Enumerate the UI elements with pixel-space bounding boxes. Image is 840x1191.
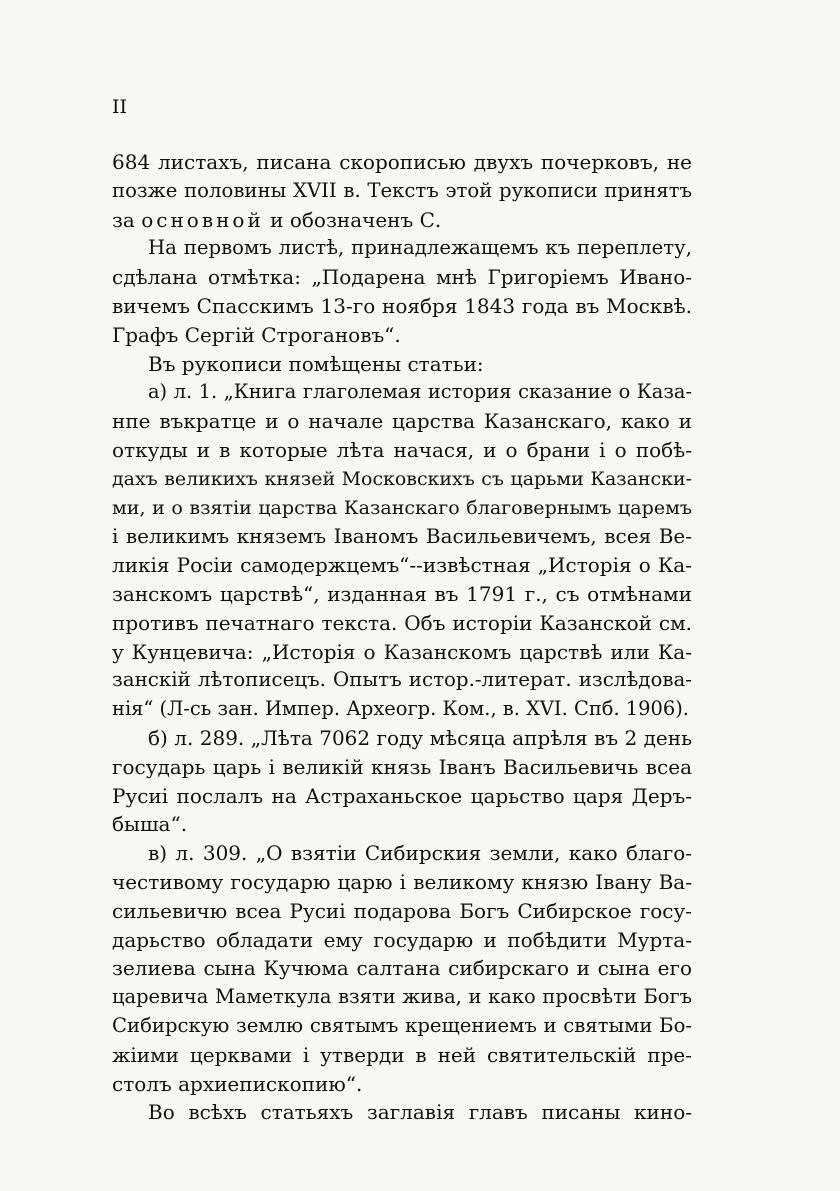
text-line: Сибирскую землю святымъ крещениемъ и святыми Бо- [112, 1013, 692, 1037]
text-line: честивому государю царю і великому князю Івану Ва- [112, 869, 692, 894]
text-line: занскомъ царствѣ“, изданная въ 1791 г., съ отмѣнами [112, 581, 692, 606]
text-span: за [112, 207, 142, 232]
text-line: царевича Маметкула взяти жива, и како просвѣти Богъ [112, 985, 692, 1009]
text-line: в) л. 309. „О взятіи Сибирския земли, како благо- [148, 841, 692, 866]
text-line: противъ печатнаго текста. Объ исторіи Казанской см. [112, 610, 692, 635]
text-line: нія“ (Л-сь зан. Импер. Археогр. Ком., в. XVI. Спб. 1906). [112, 697, 689, 721]
text-line: позже половины XVII в. Текстъ этой рукописи принятъ [112, 178, 692, 202]
text-line: дарьство обладати ему государю и побѣдити Мурта- [112, 927, 692, 952]
text-line: занскій лѣтописецъ. Опытъ истор.-литерат. изслѣдова- [112, 668, 692, 692]
text-line: Въ рукописи помѣщены статьи: [148, 351, 484, 376]
text-line: б) л. 289. „Лѣта 7062 году мѣсяца апрѣля въ 2 день [148, 725, 692, 750]
text-line: быша“. [112, 812, 188, 837]
text-line: зелиева сына Кучюма салтана сибирскаго и сына его [112, 956, 692, 981]
emphasized-word: основной [141, 207, 264, 232]
text-line: государь царь і великій князь Іванъ Васильевичь всеа [112, 754, 692, 779]
text-line: дахъ великихъ князей Московскихъ съ царьми Казански- [112, 467, 692, 490]
text-line: вичемъ Спасскимъ 13-го ноября 1843 года въ Москвѣ. [112, 293, 692, 318]
text-line: ликія Росіи самодержцемъ“--извѣстная „Исторія о Ка- [112, 553, 692, 578]
text-span: и обозначенъ С. [263, 207, 442, 232]
text-line: откуды и в которые лѣта начася, и о брани і о побѣ- [112, 437, 692, 462]
text-line: Графъ Сергій Строгановъ“. [112, 322, 401, 347]
page-number: II [112, 96, 128, 118]
text-line: нпе въкратце и о начале царства Казанскаго, како и [112, 409, 692, 434]
text-line: жіими церквами і утверди в ней святительскій пре- [112, 1042, 692, 1067]
body-text [112, 148, 692, 1127]
text-line: 684 листахъ, писана скорописью двухъ почерковъ, не [112, 150, 692, 174]
text-line: Во всѣхъ статьяхъ заглавія главъ писаны кино- [148, 1100, 692, 1125]
text-line: сильевичю всеа Русиі подарова Богъ Сибирское госу- [112, 898, 692, 923]
text-line: На первомъ листѣ, принадлежащемъ къ переплету, [148, 236, 692, 260]
text-line: а) л. 1. „Книга глаголемая история сказание о Каза- [148, 380, 692, 404]
text-line: сдѣлана отмѣтка: „Подарена мнѣ Григоріемъ Ивано- [112, 265, 692, 290]
text-line [112, 206, 692, 235]
text-line: і великимъ княземъ Іваномъ Васильевичемъ, всея Ве- [112, 524, 692, 549]
text-line: Русиі послалъ на Астраханьское царьство царя Деръ- [112, 783, 692, 808]
text-line: у Кунцевича: „Исторія о Казанскомъ царствѣ или Ка- [112, 639, 692, 664]
text-line: столъ архиепископию“. [112, 1071, 363, 1096]
text-line: ми, и о взятіи царства Казанскаго благовернымъ царемъ [112, 496, 692, 519]
